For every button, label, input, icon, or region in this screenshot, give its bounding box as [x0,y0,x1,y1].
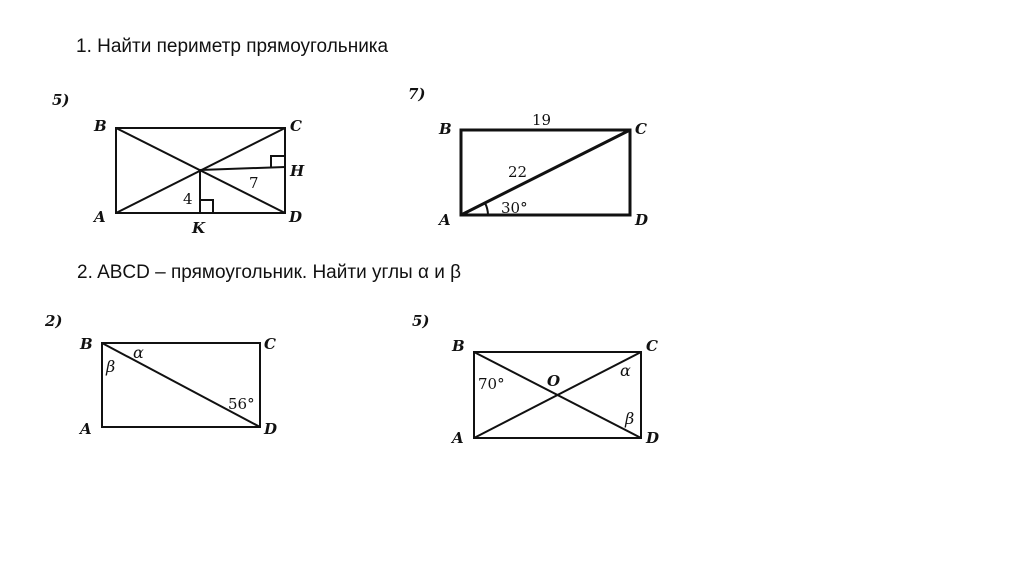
vertex-label-a: A [439,211,451,229]
diagonal-bd [102,343,260,427]
length-oh: 7 [249,174,259,192]
figure-number: 2) [45,312,63,330]
vertex-label-d: D [289,208,303,226]
angle-alpha: α [620,361,631,380]
angle-beta: β [625,409,635,428]
task1-figure-5 [52,91,305,237]
vertex-label-a: A [94,208,106,226]
angle-value: 56° [228,395,255,413]
figure-number: 5) [52,91,70,109]
vertex-label-c: C [264,335,276,353]
task1-figure-7 [408,85,648,229]
point-label-h: H [290,162,305,180]
task1-heading: 1. Найти периметр прямоугольника [76,36,389,57]
figure-number: 5) [412,312,430,330]
vertex-label-a: A [452,429,464,447]
angle-alpha: α [133,343,144,362]
vertex-label-b: B [439,120,452,138]
task2-figure-5 [412,312,659,447]
perpendicular-oh [200,167,285,170]
figure-number: 7) [408,85,426,103]
angle-beta: β [106,357,116,376]
task2-heading: 2. ABCD – прямоугольник. Найти углы α и β [77,262,462,283]
vertex-label-d: D [635,211,649,229]
vertex-label-c: C [646,337,658,355]
length-bc: 19 [532,111,552,129]
vertex-label-b: B [452,337,465,355]
vertex-label-c: C [635,120,647,138]
angle-value: 70° [478,375,505,393]
right-angle-mark-k [200,200,213,213]
angle-arc [485,203,488,215]
angle-value: 30° [501,199,528,217]
length-ac: 22 [508,163,528,181]
vertex-label-d: D [646,429,660,447]
right-angle-mark-h [271,156,285,167]
vertex-label-b: B [94,117,107,135]
task2-figure-2 [44,312,277,438]
point-label-k: K [192,219,206,237]
vertex-label-c: C [290,117,302,135]
center-label-o: O [547,372,561,390]
length-ok: 4 [183,190,193,208]
vertex-label-a: A [80,420,92,438]
vertex-label-b: B [80,335,93,353]
diagonal-ac [461,130,630,215]
vertex-label-d: D [264,420,278,438]
